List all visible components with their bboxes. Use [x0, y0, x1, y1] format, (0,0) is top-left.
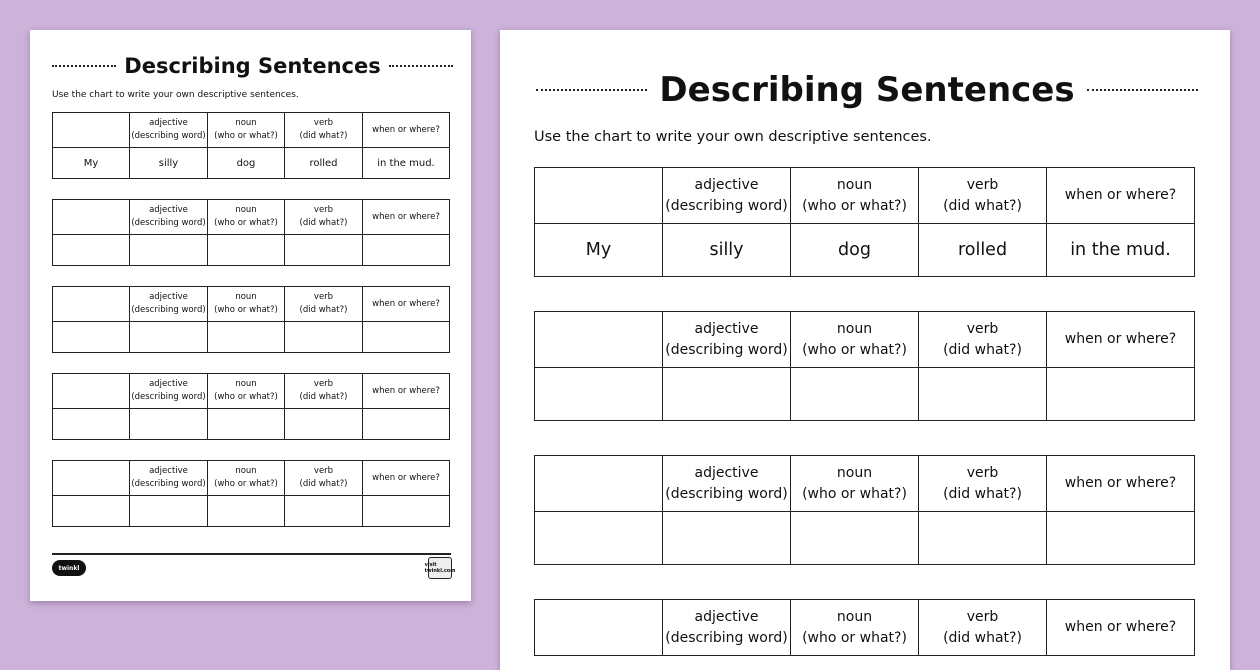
header-cell: [53, 200, 130, 235]
blank-cell[interactable]: [130, 409, 208, 440]
header-verb: verb (did what?): [919, 456, 1047, 512]
example-cell: rolled: [285, 148, 363, 179]
worksheet-preview-large: [500, 30, 1230, 670]
blank-cell[interactable]: [919, 512, 1047, 565]
blank-cell[interactable]: [663, 512, 791, 565]
header-noun: noun (who or what?): [208, 113, 285, 148]
blank-cell[interactable]: [208, 235, 285, 266]
example-cell: silly: [130, 148, 208, 179]
header-verb: verb (did what?): [285, 287, 363, 322]
header-verb: verb (did what?): [285, 461, 363, 496]
header-verb: verb (did what?): [919, 600, 1047, 656]
header-cell: [535, 456, 663, 512]
example-cell: dog: [208, 148, 285, 179]
header-adjective: adjective (describing word): [130, 287, 208, 322]
sentence-chart: [52, 286, 450, 353]
blank-cell[interactable]: [130, 322, 208, 353]
blank-cell[interactable]: [53, 496, 130, 527]
blank-cell[interactable]: [130, 496, 208, 527]
blank-cell[interactable]: [208, 409, 285, 440]
header-verb: verb (did what?): [285, 374, 363, 409]
example-cell: in the mud.: [1047, 224, 1195, 277]
blank-cell[interactable]: [208, 322, 285, 353]
dotted-rule-left: [536, 89, 647, 91]
blank-cell[interactable]: [285, 322, 363, 353]
header-noun: noun (who or what?): [791, 312, 919, 368]
sentence-chart: [52, 199, 450, 266]
blank-cell[interactable]: [363, 322, 450, 353]
header-noun: noun (who or what?): [208, 287, 285, 322]
header-adjective: adjective (describing word): [130, 461, 208, 496]
header-when-where: when or where?: [363, 461, 450, 496]
blank-cell[interactable]: [791, 512, 919, 565]
header-noun: noun (who or what?): [791, 168, 919, 224]
header-adjective: adjective (describing word): [663, 168, 791, 224]
worksheet-title: Describing Sentences: [124, 54, 381, 78]
header-adjective: adjective (describing word): [130, 113, 208, 148]
header-cell: [535, 600, 663, 656]
example-cell: silly: [663, 224, 791, 277]
blank-cell[interactable]: [791, 368, 919, 421]
header-cell: [53, 374, 130, 409]
header-cell: [535, 312, 663, 368]
example-cell: rolled: [919, 224, 1047, 277]
sentence-chart: [534, 311, 1195, 421]
header-when-where: when or where?: [363, 374, 450, 409]
header-cell: [535, 168, 663, 224]
blank-cell[interactable]: [919, 368, 1047, 421]
sentence-chart: [52, 460, 450, 527]
example-cell: My: [535, 224, 663, 277]
sentence-chart: [52, 112, 450, 179]
blank-cell[interactable]: [130, 235, 208, 266]
header-verb: verb (did what?): [919, 168, 1047, 224]
title-row: [52, 52, 453, 80]
header-when-where: when or where?: [1047, 600, 1195, 656]
header-when-where: when or where?: [1047, 456, 1195, 512]
blank-cell[interactable]: [535, 368, 663, 421]
example-cell: dog: [791, 224, 919, 277]
header-adjective: adjective (describing word): [663, 456, 791, 512]
blank-cell[interactable]: [363, 409, 450, 440]
header-noun: noun (who or what?): [208, 461, 285, 496]
header-adjective: adjective (describing word): [130, 374, 208, 409]
blank-cell[interactable]: [53, 409, 130, 440]
header-when-where: when or where?: [363, 287, 450, 322]
blank-cell[interactable]: [1047, 368, 1195, 421]
worksheet-title: Describing Sentences: [659, 70, 1075, 110]
header-adjective: adjective (describing word): [663, 312, 791, 368]
header-noun: noun (who or what?): [208, 200, 285, 235]
footer-divider: [52, 553, 451, 555]
example-cell: in the mud.: [363, 148, 450, 179]
blank-cell[interactable]: [53, 235, 130, 266]
header-verb: verb (did what?): [919, 312, 1047, 368]
blank-cell[interactable]: [285, 409, 363, 440]
header-adjective: adjective (describing word): [663, 600, 791, 656]
header-cell: [53, 287, 130, 322]
header-adjective: adjective (describing word): [130, 200, 208, 235]
blank-cell[interactable]: [208, 496, 285, 527]
example-cell: My: [53, 148, 130, 179]
blank-cell[interactable]: [53, 322, 130, 353]
blank-cell[interactable]: [535, 512, 663, 565]
dotted-rule-left: [52, 65, 116, 67]
header-verb: verb (did what?): [285, 200, 363, 235]
sentence-chart: [534, 167, 1195, 277]
header-noun: noun (who or what?): [791, 600, 919, 656]
header-cell: [53, 461, 130, 496]
blank-cell[interactable]: [663, 368, 791, 421]
sentence-chart: [52, 373, 450, 440]
sentence-chart: [534, 599, 1195, 656]
instruction-text: Use the chart to write your own descriptive sentences.: [534, 129, 932, 145]
blank-cell[interactable]: [363, 235, 450, 266]
badge-icon: visit twinkl.com: [428, 557, 452, 579]
header-cell: [53, 113, 130, 148]
header-when-where: when or where?: [1047, 312, 1195, 368]
header-when-where: when or where?: [363, 200, 450, 235]
dotted-rule-right: [389, 65, 453, 67]
blank-cell[interactable]: [1047, 512, 1195, 565]
twinkl-logo: twinkl: [52, 560, 86, 576]
title-row: [536, 68, 1198, 112]
worksheet-preview-small: [30, 30, 471, 601]
blank-cell[interactable]: [363, 496, 450, 527]
header-verb: verb (did what?): [285, 113, 363, 148]
blank-cell[interactable]: [285, 235, 363, 266]
header-when-where: when or where?: [363, 113, 450, 148]
instruction-text: Use the chart to write your own descriptive sentences.: [52, 90, 299, 100]
dotted-rule-right: [1087, 89, 1198, 91]
blank-cell[interactable]: [285, 496, 363, 527]
header-noun: noun (who or what?): [791, 456, 919, 512]
sentence-chart: [534, 455, 1195, 565]
header-when-where: when or where?: [1047, 168, 1195, 224]
header-noun: noun (who or what?): [208, 374, 285, 409]
